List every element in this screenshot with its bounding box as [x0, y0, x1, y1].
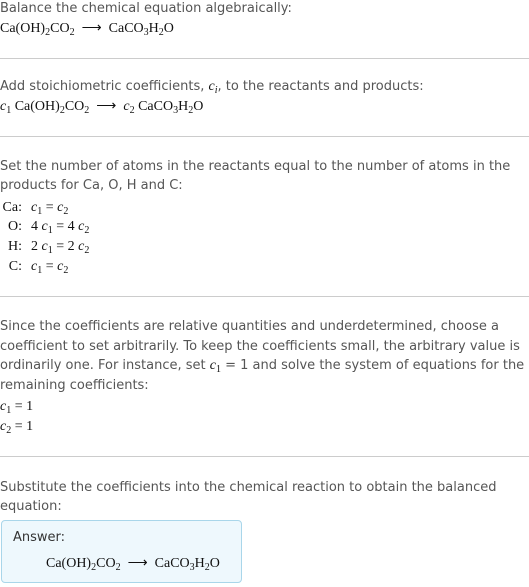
answer-label: Answer:	[13, 530, 66, 545]
solution-c1: $c_1 = 1$	[0, 399, 34, 416]
step5-line2: equation:	[0, 499, 62, 514]
step4-line2: coefficient to set arbitrarily. To keep the coefficients small, the arbitrary value is	[0, 339, 520, 354]
reaction-arrow: ⟶	[81, 21, 102, 36]
step5-line1: Substitute the coefficients into the chemical reaction to obtain the balanced	[0, 480, 497, 495]
divider	[0, 136, 529, 137]
step1-heading: Balance the chemical equation algebraically:	[0, 1, 292, 16]
step4-line1: Since the coefficients are relative quantities and underdetermined, choose a	[0, 319, 499, 334]
solution-c2: $c_2 = 1$	[0, 419, 34, 436]
step4-line4: remaining coefficients:	[0, 378, 149, 393]
step4-line3: ordinarily one. For instance, set $c_1 = 1$ and solve the system of equations for the	[0, 358, 525, 375]
divider	[0, 456, 529, 457]
step3-line2: products for Ca, O, H and C:	[0, 178, 183, 193]
step3-line1: Set the number of atoms in the reactants equal to the number of atoms in the	[0, 159, 511, 174]
balanced-equation: $Ca(OH)_2CO_2$ ⟶ $CaCO_3H_2O$	[46, 556, 220, 573]
unbalanced-equation: $Ca(OH)_2CO_2$ ⟶ $CaCO_3H_2O$	[0, 21, 174, 38]
divider	[0, 296, 529, 297]
answer-box	[1, 520, 242, 583]
coefficient-equation: $c_1$ $Ca(OH)_2CO_2$ ⟶ $c_2$ $CaCO_3H_2O$	[0, 99, 204, 116]
step2-heading: Add stoichiometric coefficients, $c_i$, to the reactants and products:	[0, 79, 424, 96]
divider	[0, 58, 529, 59]
